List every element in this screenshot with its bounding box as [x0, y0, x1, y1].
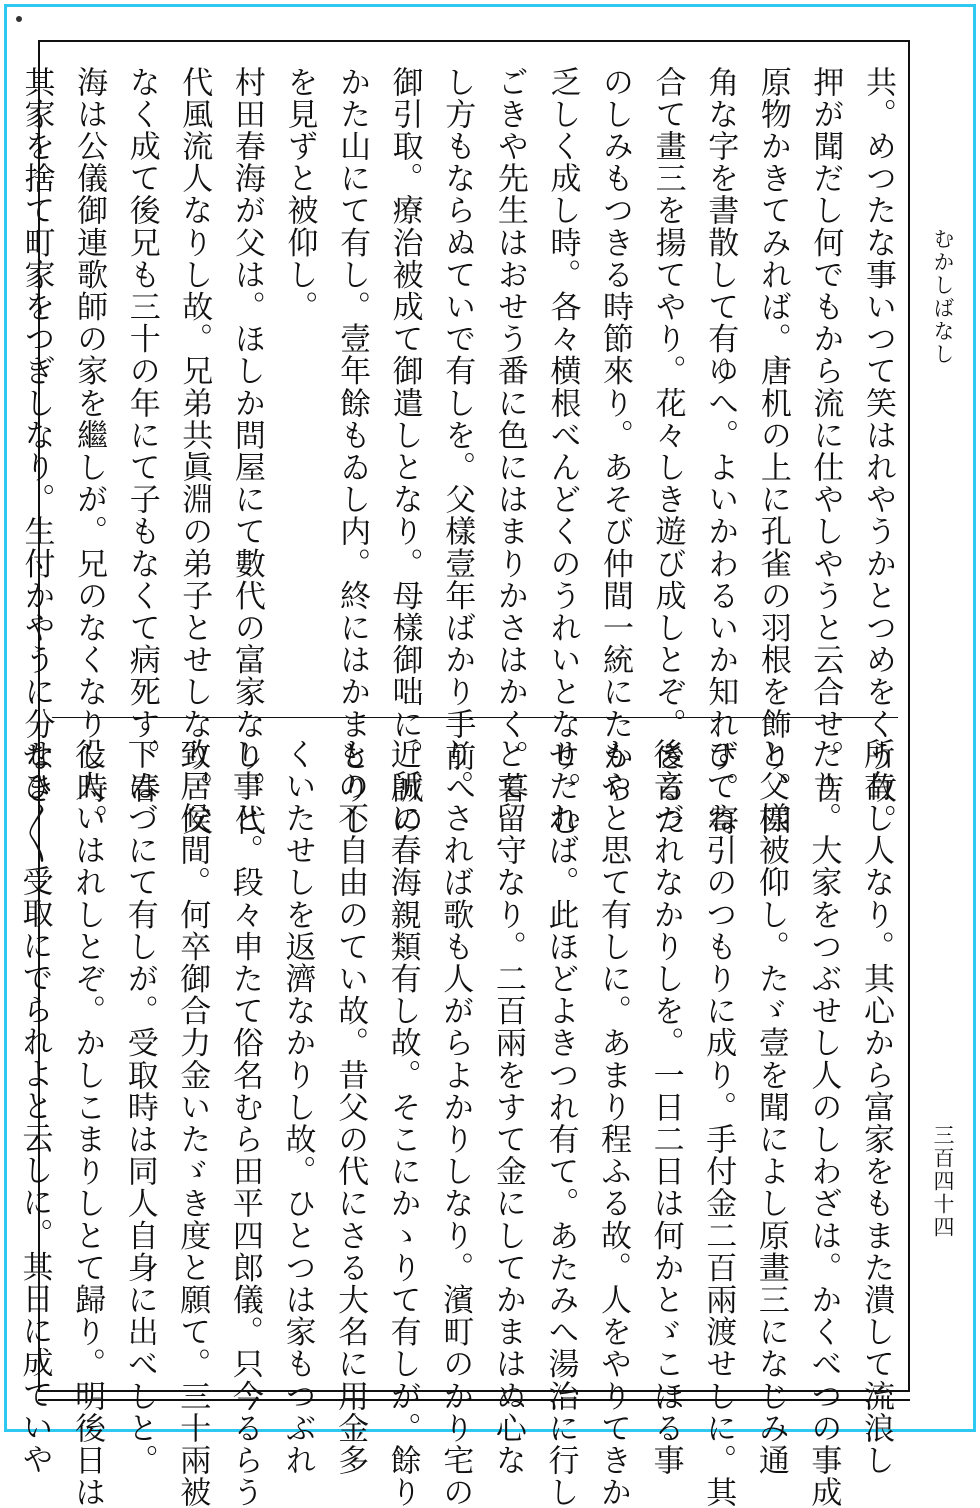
- text-column: たり。大家をつぶせし人のしわざは。かくべつの事成: [805, 738, 842, 1508]
- text-column: せひ〳〵受取にでられよと云しに。其日に成ていや: [16, 738, 53, 1476]
- text-column: のしみもつきる時節來り。あそび仲間一統にたから: [597, 66, 634, 805]
- text-column: なく成て後兄も三十の年にて子もなくて病死す。春: [123, 66, 160, 805]
- text-column: とて留守なり。二百兩をすて金にしてかまはぬ心な: [489, 738, 526, 1477]
- text-column: り。されば歌も人がらよかりしなり。濱町のかり宅の: [437, 738, 474, 1508]
- text-column: 乏しく成し時。各々横根べんどくのうれいとなり。む: [544, 66, 581, 837]
- text-column: し事と。段々申たて俗名むら田平四郎儀。只今るらう: [226, 738, 263, 1508]
- text-column: 其家を捨て町家をつぎしなり。生付かやうに分なき: [18, 66, 55, 805]
- text-column: せたれば。此ほどよきつれ有て。あたみへ湯治に行し: [542, 738, 579, 1508]
- text-column: 原物かきてみれば。唐机の上に孔雀の羽根を飾り。四: [754, 66, 791, 837]
- text-column: を見ずと被仰し。: [281, 66, 318, 323]
- text-column: ごきや先生はおせう番に色にはまりかさはかく。暮: [491, 66, 528, 805]
- text-column: 角な字を書散して有ゆへ。よいかわるいか知れず。寄: [702, 66, 739, 837]
- lower-text-block: [16, 738, 902, 1508]
- text-column: かた山にて有し。壹年餘もゐし内。終にはかまとりし: [334, 66, 371, 837]
- text-column: 御引取。療治被成て御遣しとなり。母樣御咄に。誠の: [386, 66, 423, 837]
- corner-dot: [16, 16, 22, 22]
- page-number: 三百四十四: [931, 1124, 955, 1239]
- text-column: くいたせしを返濟なかりし故。ひとつは家もつぶれ: [279, 738, 316, 1477]
- text-column: と父樣被仰し。たゞ壹を聞によし原畫三になじみ通: [752, 738, 789, 1477]
- text-column: 近所に春海親類有し故。そこにかゝりて有しが。餘り: [384, 738, 421, 1508]
- text-column: 共。めつたな事いつて笑はれやうかとつめをくう故。: [860, 66, 896, 837]
- text-column: 所有し人なり。其心から富家をもまた潰して流浪し: [858, 738, 894, 1477]
- text-column: 押が聞だし何でもから流に仕やしやうと云合せ。吉: [807, 66, 844, 805]
- text-column: 後音づれなかりしを。一日二日は何かとゞこほる事: [647, 738, 684, 1477]
- text-column: 海は公儀御連歌師の家を繼しが。兄のなくなりし時。: [71, 66, 108, 837]
- text-column: もの不自由のてい故。昔父の代にさる大名に用金多: [332, 738, 369, 1477]
- text-column: 下はづにて有しが。受取時は同人自身に出べしと。: [121, 738, 158, 1477]
- text-column: 役人いはれしとぞ。かしこまりしとて歸り。明後日は: [69, 738, 106, 1508]
- running-title: むかしばなし: [931, 228, 955, 366]
- text-column: 合て畫三を揚てやり。花々しき遊び成しとぞ。さるた: [649, 66, 686, 837]
- text-column: 代風流人なりし故。兄弟共眞淵の弟子とせしなり。父: [176, 66, 213, 837]
- upper-text-block: [18, 66, 904, 837]
- text-column: 村田春海が父は。ほしか問屋にて數代の富家なり。代: [228, 66, 265, 837]
- text-column: もやと思て有しに。あまり程ふる故。人をやりてきか: [595, 738, 632, 1508]
- text-column: ひてね引のつもりに成り。手付金二百兩渡せしに。其: [700, 738, 737, 1508]
- text-column: 致居候間。何卒御合力金いたゞき度と願て。三十兩被: [174, 738, 211, 1508]
- text-column: し方もならぬていで有しを。父樣壹年ばかり手前へ: [439, 66, 476, 805]
